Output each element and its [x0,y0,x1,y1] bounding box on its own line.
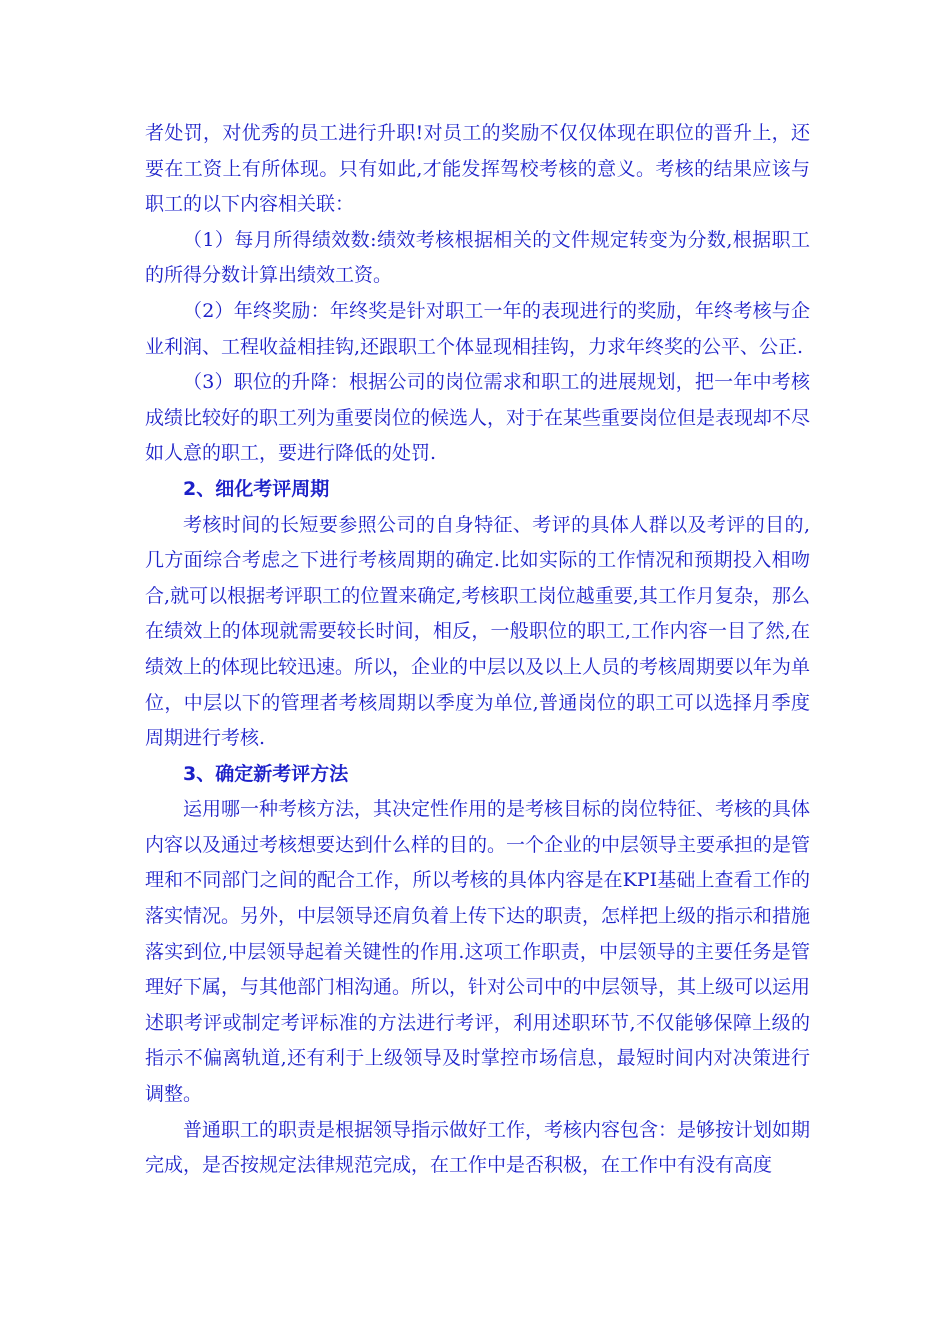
section-heading-review-cycle: 2、细化考评周期 [183,477,330,500]
list-item-monthly-performance: （1）每月所得绩效数:绩效考核根据相关的文件规定转变为分数,根据职工的所得分数计算出绩效工资。 [145,228,810,287]
document-body [145,116,810,1184]
paragraph-review-method: 运用哪一种考核方法，其决定性作用的是考核目标的岗位特征、考核的具体内容以及通过考核想要达到什么样的目的。一个企业的中层领导主要承担的是管理和不同部门之间的配合工作，所以考核的具体内容是在KPI基础上查看工作的落实情况。另外，中层领导还肩负着上传下达的职责，怎样把上级的指示和措施落实到位,中层领导起着关键性的作用.这项工作职责，中层领导的主要任务是管理好下属，与其他部门相沟通。所以，针对公司中的中层领导，其上级可以运用述职考评或制定考评标准的方法进行考评，利用述职环节,不仅能够保障上级的指示不偏离轨道,还有利于上级领导及时掌控市场信息，最短时间内对决策进行调整。 [145,798,811,1106]
paragraph-review-cycle: 考核时间的长短要参照公司的自身特征、考评的具体人群以及考评的目的,几方面综合考虑之下进行考核周期的确定.比如实际的工作情况和预期投入相吻合,就可以根据考评职工的位置来确定,考核职工岗位越重要,其工作月复杂，那么在绩效上的体现就需要较长时间，相反，一般职位的职工,工作内容一目了然,在绩效上的体现比较迅速。所以，企业的中层以及以上人员的考核周期要以年为单位，中层以下的管理者考核周期以季度为单位,普通岗位的职工可以选择月季度周期进行考核. [145,513,811,750]
paragraph-ordinary-staff: 普通职工的职责是根据领导指示做好工作，考核内容包含：是够按计划如期完成，是否按规定法律规范完成，在工作中是否积极，在工作中有没有高度 [145,1118,811,1177]
list-item-annual-bonus: （2）年终奖励：年终奖是针对职工一年的表现进行的奖励，年终考核与企业利润、工程收益相挂钩,还跟职工个体显现相挂钩，力求年终奖的公平、公正. [145,299,810,358]
section-heading-review-method: 3、确定新考评方法 [183,762,349,785]
list-item-promotion-demotion: （3）职位的升降：根据公司的岗位需求和职工的进展规划，把一年中考核成绩比较好的职工列为重要岗位的候选人，对于在某些重要岗位但是表现却不尽如人意的职工，要进行降低的处罚. [145,371,811,465]
paragraph-rewards-intro: 者处罚，对优秀的员工进行升职!对员工的奖励不仅仅体现在职位的晋升上，还要在工资上有所体现。只有如此,才能发挥驾校考核的意义。考核的结果应该与职工的以下内容相关联： [145,122,810,216]
